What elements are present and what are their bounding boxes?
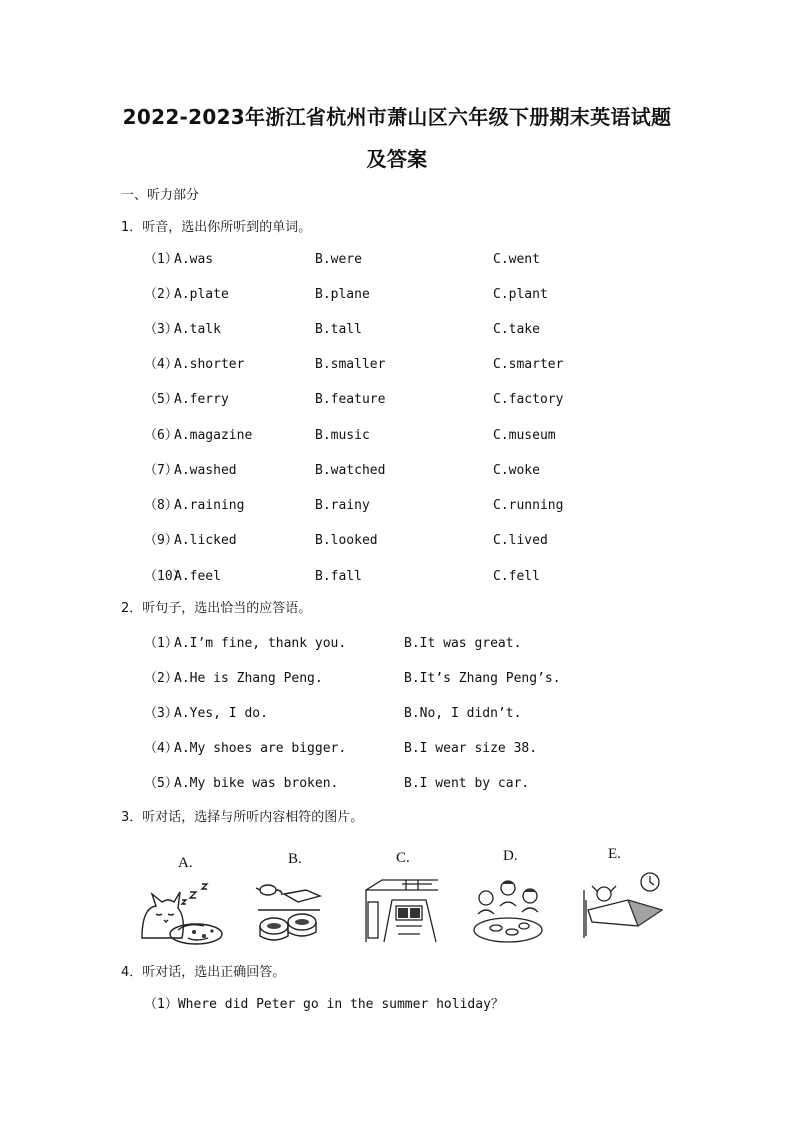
question-4-heading: 4．听对话，选出正确回答。	[121, 965, 286, 980]
q1-row-number: （9）	[144, 533, 178, 548]
q2-option-a: A.My shoes are bigger.	[174, 741, 347, 756]
picture-label-d: D.	[503, 848, 518, 864]
q1-option-c: C.plant	[493, 287, 548, 302]
q1-option-a: A.ferry	[174, 392, 229, 407]
q1-row-number: （5）	[144, 392, 178, 407]
q1-row-number: （2）	[144, 287, 178, 302]
question-1-heading: 1．听音，选出你所听到的单词。	[121, 220, 312, 235]
q2-option-b: B.It was great.	[404, 636, 522, 651]
document-title-line2: 及答案	[366, 147, 428, 171]
q1-row-number: （3）	[144, 322, 178, 337]
q1-option-b: B.were	[315, 252, 362, 267]
q1-option-c: C.lived	[493, 533, 548, 548]
question-3-heading: 3．听对话，选择与所听内容相符的图片。	[121, 810, 364, 825]
q1-option-b: B.smaller	[315, 357, 386, 372]
q2-option-a: A.My bike was broken.	[174, 776, 339, 791]
q2-row-number: （3）	[144, 706, 178, 721]
waking-up-bed-picture	[578, 870, 668, 942]
picture-label-b: B.	[288, 851, 302, 867]
q1-row-number: （6）	[144, 428, 178, 443]
q1-option-a: A.plate	[174, 287, 229, 302]
q2-row-number: （1）	[144, 636, 178, 651]
q1-row-number: （4）	[144, 357, 178, 372]
sleeping-cat-picture	[138, 878, 228, 948]
q2-row-number: （2）	[144, 671, 178, 686]
q2-option-b: B.I wear size 38.	[404, 741, 538, 756]
q2-option-b: B.It’s Zhang Peng’s.	[404, 671, 561, 686]
q1-option-b: B.music	[315, 428, 370, 443]
q1-option-c: C.woke	[493, 463, 540, 478]
picture-label-e: E.	[608, 846, 621, 862]
q1-option-c: C.factory	[493, 392, 564, 407]
q2-option-b: B.No, I didn’t.	[404, 706, 522, 721]
q1-option-b: B.fall	[315, 569, 362, 584]
q1-option-c: C.fell	[493, 569, 540, 584]
q1-option-a: A.licked	[174, 533, 237, 548]
q1-row-number: （10）	[144, 569, 186, 584]
picture-label-c: C.	[396, 850, 410, 866]
q2-option-a: A.I’m fine, thank you.	[174, 636, 347, 651]
q1-option-b: B.watched	[315, 463, 386, 478]
mooncake-tea-picture	[252, 880, 328, 948]
q1-row-number: （7）	[144, 463, 178, 478]
q2-row-number: （5）	[144, 776, 178, 791]
q1-option-c: C.running	[493, 498, 564, 513]
q1-row-number: （8）	[144, 498, 178, 513]
q2-row-number: （4）	[144, 741, 178, 756]
q2-option-b: B.I went by car.	[404, 776, 530, 791]
q1-option-b: B.tall	[315, 322, 362, 337]
q1-option-a: A.washed	[174, 463, 237, 478]
family-dinner-picture	[468, 876, 548, 946]
q2-option-a: A.He is Zhang Peng.	[174, 671, 323, 686]
q1-option-b: B.rainy	[315, 498, 370, 513]
question-2-heading: 2．听句子，选出恰当的应答语。	[121, 601, 312, 616]
train-station-picture	[362, 876, 442, 946]
q1-option-a: A.raining	[174, 498, 245, 513]
q1-option-a: A.talk	[174, 322, 221, 337]
section-heading: 一、听力部分	[121, 188, 200, 203]
q1-option-b: B.looked	[315, 533, 378, 548]
document-title-line1: 2022-2023年浙江省杭州市萧山区六年级下册期末英语试题	[122, 105, 672, 129]
q1-option-c: C.went	[493, 252, 540, 267]
q1-option-c: C.take	[493, 322, 540, 337]
question-4-item-1: （1）Where did Peter go in the summer holiday？	[144, 997, 504, 1012]
q2-option-a: A.Yes, I do.	[174, 706, 268, 721]
q1-option-b: B.feature	[315, 392, 386, 407]
q1-row-number: （1）	[144, 252, 178, 267]
q1-option-b: B.plane	[315, 287, 370, 302]
q1-option-c: C.smarter	[493, 357, 564, 372]
q1-option-a: A.shorter	[174, 357, 245, 372]
q1-option-a: A.magazine	[174, 428, 253, 443]
q1-option-a: A.feel	[174, 569, 221, 584]
q1-option-c: C.museum	[493, 428, 556, 443]
q1-option-a: A.was	[174, 252, 214, 267]
picture-label-a: A.	[178, 855, 193, 871]
